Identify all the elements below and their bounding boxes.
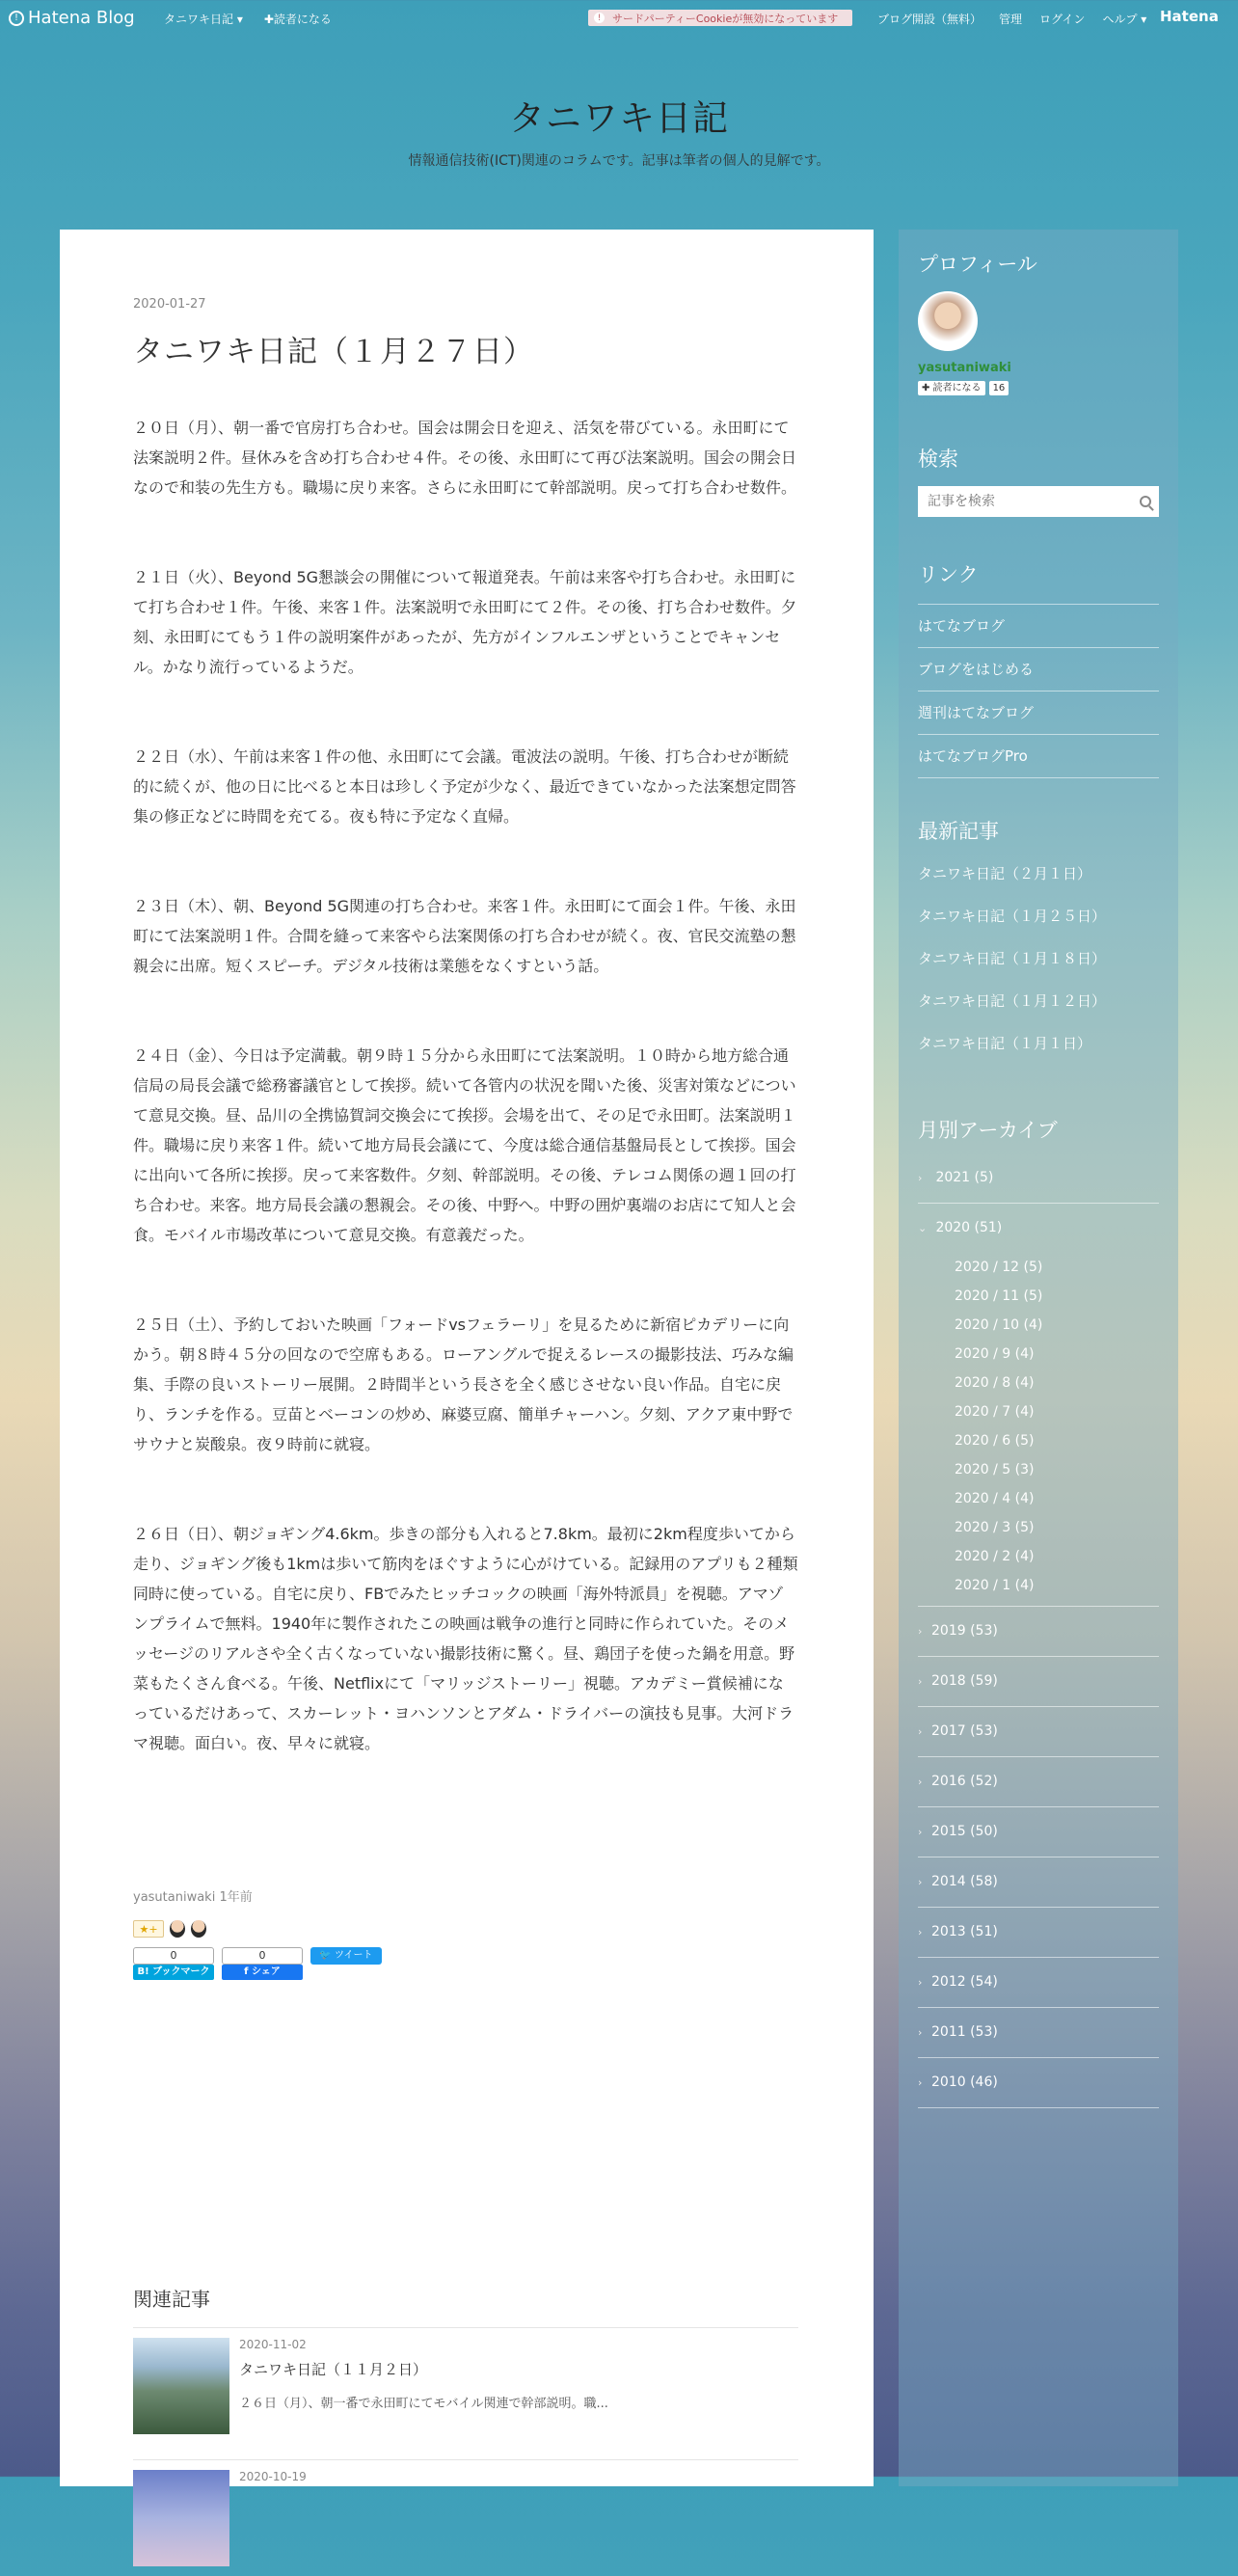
archive-month[interactable]: 2020 / 11 (5) — [955, 1288, 1043, 1304]
link-item[interactable]: はてなブログPro — [918, 735, 1159, 778]
related-text — [239, 2338, 608, 2411]
links-heading: リンク — [918, 563, 979, 586]
info-icon: ! — [594, 13, 605, 23]
archive-year-label[interactable]: 2020 (51) — [935, 1220, 1003, 1235]
links-module — [918, 559, 1159, 778]
entry-body — [133, 413, 798, 1758]
recent-list — [918, 853, 1159, 1065]
related-heading: 関連記事 — [133, 2288, 210, 2311]
archive-year[interactable] — [918, 1707, 1159, 1757]
archive-year[interactable] — [918, 1607, 1159, 1657]
search-heading: 検索 — [918, 447, 958, 471]
nav-left — [164, 11, 332, 27]
archive-month[interactable]: 2020 / 4 (4) — [955, 1491, 1035, 1506]
archive-year-label[interactable]: 2021 (5) — [935, 1170, 994, 1185]
logo-text: Hatena Blog — [28, 8, 135, 28]
archive-year-label[interactable]: 2014 (58) — [931, 1874, 998, 1889]
chevron-right-icon[interactable]: › — [918, 2076, 923, 2089]
related-date: 2020-10-19 — [239, 2470, 307, 2483]
bookmark-share[interactable] — [133, 1947, 214, 1980]
archive-year[interactable] — [918, 2008, 1159, 2058]
reader-count: 16 — [989, 381, 1009, 395]
archive-list — [918, 1153, 1159, 2108]
archive-module — [918, 1115, 1159, 2108]
entry-paragraph: ２１日（火）、Beyond 5G懇談会の開催について報道発表。午前は来客や打ち合わせ。永田町にて打ち合わせ１件。午後、来客１件。法案説明で永田町にて２件。その後、打ち合わせ数件。夕刻、永田町にてもう１件の説明案件があったが、先方がインフルエンザということでキャンセル。かなり流行っているようだ。 — [133, 568, 797, 676]
archive-year-label[interactable]: 2019 (53) — [931, 1623, 998, 1639]
help-dropdown[interactable]: ヘルプ ▾ — [1102, 13, 1147, 26]
chevron-right-icon[interactable]: › — [918, 1725, 923, 1738]
login-link[interactable]: ログイン — [1039, 13, 1086, 26]
entry-paragraph: ２３日（木）、朝、Beyond 5G関連の打ち合わせ。来客１件。永田町にて面会１件。午後、永田町にて法案説明１件。合間を縫って来客やら法案関係の打ち合わせが続く。夜、官民交流塾の懇親会に出席。短くスピーチ。デジタル技術は業態をなくすという話。 — [133, 897, 796, 975]
blog-title[interactable]: タニワキ日記 — [509, 97, 729, 139]
search-module — [918, 444, 1159, 517]
star-user-avatar[interactable] — [170, 1920, 185, 1938]
chevron-down-icon[interactable]: ⌄ — [918, 1222, 928, 1234]
cookie-notice-text: サードパーティーCookieが無効になっています — [612, 12, 839, 25]
profile-avatar[interactable] — [918, 291, 978, 351]
hatena-label: Hatena — [1160, 8, 1219, 25]
related-entries — [133, 2284, 798, 2576]
archive-month[interactable]: 2020 / 10 (4) — [955, 1317, 1043, 1333]
entry-paragraph: ２６日（日）、朝ジョギング4.6km。歩きの部分も入れると7.8km。最初に2km程度歩いてから走り、ジョギング後も1kmは歩いて筋肉をほぐすように心がけている。記録用のアプリも２種類同時に使っている。自宅に戻り、FBでみたヒッチコックの映画「海外特派員」を視聴。アマゾンプライムで無料。1940年に製作されたこの映画は戦争の進行と同時に作られていた。そのメッセージのリアルさや全く古くなっていない撮影技術に驚く。昼、鶏団子を使った鍋を用意。野菜もたくさん食べる。午後、Netflixにて「マリッジストーリー」視聴。アカデミー賞候補になっているだけあって、スカーレット・ヨハンソンとアダム・ドライバーの演技も見事。大河ドラマ視聴。面白い。夜、早々に就寝。 — [133, 1525, 798, 1752]
chevron-right-icon[interactable]: › — [918, 1776, 923, 1788]
archive-month[interactable]: 2020 / 8 (4) — [955, 1375, 1035, 1391]
entry-paragraph: ２０日（月）、朝一番で官房打ち合わせ。国会は開会日を迎え、活気を帯びている。永田町にて法案説明２件。昼休みを含め打ち合わせ４件。その後、永田町にて再び法案説明。国会の開会日なので和装の先生方も。職場に戻り来客。さらに永田町にて幹部説明。戻って打ち合わせ数件。 — [133, 419, 797, 497]
search-input[interactable] — [926, 493, 1140, 510]
archive-year[interactable] — [918, 1657, 1159, 1707]
recent-item[interactable]: タニワキ日記（１月１日） — [918, 1035, 1092, 1052]
hatena-blog-logo[interactable] — [9, 8, 135, 28]
link-item[interactable]: ブログをはじめる — [918, 648, 1159, 691]
facebook-share[interactable] — [222, 1947, 303, 1980]
search-icon[interactable] — [1140, 496, 1151, 507]
main-content — [60, 230, 874, 2486]
top-bar — [0, 0, 1238, 35]
archive-year-label[interactable]: 2012 (54) — [931, 1974, 998, 1990]
entry-paragraph: ２２日（水）、午前は来客１件の他、永田町にて会議。電波法の説明。午後、打ち合わせが断続的に続くが、他の日に比べると本日は珍しく予定が少なく、最近できていなかった法案想定問答集の修正などに時間を充てる。夜も特に予定なく直帰。 — [133, 747, 796, 826]
entry — [133, 297, 798, 1818]
related-thumbnail[interactable] — [133, 2470, 229, 2566]
chevron-right-icon[interactable]: › — [918, 1976, 923, 1989]
archive-month[interactable]: 2020 / 1 (4) — [955, 1578, 1035, 1593]
archive-month[interactable]: 2020 / 2 (4) — [955, 1549, 1035, 1564]
archive-year-label[interactable]: 2016 (52) — [931, 1774, 998, 1789]
hatena-logo-icon: ! — [9, 11, 24, 26]
byline[interactable]: yasutaniwaki 1年前 — [133, 1890, 253, 1905]
archive-month[interactable]: 2020 / 7 (4) — [955, 1404, 1035, 1420]
nav-right — [877, 11, 1146, 27]
archive-year[interactable] — [918, 1908, 1159, 1958]
bookmark-button[interactable]: B! ブックマーク — [133, 1965, 214, 1980]
chevron-right-icon[interactable]: › — [918, 1625, 923, 1638]
archive-year-label[interactable]: 2017 (53) — [931, 1723, 998, 1739]
chevron-right-icon[interactable]: › — [918, 1926, 923, 1939]
archive-year-expanded — [918, 1204, 1159, 1607]
related-title[interactable]: タニワキ日記（１１月２日） — [239, 2361, 428, 2378]
link-item[interactable]: はてなブログ — [918, 605, 1159, 648]
bookmark-count: 0 — [133, 1947, 214, 1965]
chevron-right-icon[interactable]: › — [918, 1172, 923, 1184]
start-blog-link[interactable]: ブログ開設（無料） — [877, 13, 982, 26]
profile-module — [918, 249, 1159, 395]
profile-name[interactable]: yasutaniwaki — [918, 361, 1011, 375]
recent-module — [918, 816, 1159, 1065]
chevron-right-icon[interactable]: › — [918, 2026, 923, 2039]
facebook-share-button[interactable]: f シェア — [222, 1965, 303, 1980]
archive-month[interactable]: 2020 / 9 (4) — [955, 1346, 1035, 1362]
entry-paragraph: ２４日（金）、今日は予定満載。朝９時１５分から永田町にて法案説明。１０時から地方総合通信局の局長会議で総務審議官として挨拶。続いて各管内の状況を聞いた後、災害対策などについて意見交換。昼、品川の全携協賀詞交換会にて挨拶。会場を出て、その足で永田町。法案説明１件。職場に戻り来客１件。続いて地方局長会議にて、今度は総合通信基盤局長として挨拶。国会に出向いて各所に挨拶。戻って来客数件。夕刻、幹部説明。その後、テレコム関係の週１回の打ち合わせ。来客。地方局長会議の懇親会。その後、中野へ。中野の囲炉裏端のお店にて知人と会食。モバイル市場改革について意見交換。有意義だった。 — [133, 1046, 796, 1244]
recent-item[interactable]: タニワキ日記（１月１２日） — [918, 992, 1107, 1010]
recent-item[interactable]: タニワキ日記（１月２５日） — [918, 908, 1107, 925]
archive-year-label[interactable]: 2011 (53) — [931, 2024, 998, 2040]
recent-heading: 最新記事 — [918, 820, 999, 843]
related-summary: ２６日（月）、朝一番で永田町にてモバイル関連で幹部説明。職... — [239, 2397, 608, 2411]
blog-menu-dropdown[interactable]: タニワキ日記 ▾ — [164, 13, 243, 26]
archive-month[interactable]: 2020 / 5 (3) — [955, 1462, 1035, 1478]
related-item[interactable] — [133, 2327, 798, 2444]
archive-heading: 月別アーカイブ — [918, 1119, 1058, 1142]
facebook-count: 0 — [222, 1947, 303, 1965]
subscribe-link[interactable]: ✚読者になる — [263, 13, 332, 26]
archive-year[interactable] — [918, 1807, 1159, 1857]
search-box — [918, 486, 1159, 517]
sidebar — [899, 230, 1178, 2486]
cookie-notice[interactable] — [588, 10, 852, 26]
archive-year-label[interactable]: 2013 (51) — [931, 1924, 998, 1939]
related-text — [239, 2470, 307, 2483]
blog-description: 情報通信技術(ICT)関連のコラムです。記事は筆者の個人的見解です。 — [408, 153, 830, 169]
reader-row — [918, 381, 1159, 395]
recent-item[interactable]: タニワキ日記（１月１８日） — [918, 950, 1107, 967]
archive-year[interactable] — [918, 1757, 1159, 1807]
star-row — [133, 1920, 798, 1938]
subscribe-button[interactable]: ✚ 読者になる — [918, 381, 985, 395]
entry-title[interactable]: タニワキ日記（１月２７日） — [133, 335, 534, 369]
chevron-right-icon[interactable]: › — [918, 1675, 923, 1688]
archive-month[interactable]: 2020 / 6 (5) — [955, 1433, 1035, 1449]
entry-paragraph: ２５日（土）、予約しておいた映画「フォードvsフェラーリ」を見るために新宿ピカデリーに向かう。朝８時４５分の回なので空席もある。ローアングルで捉えるレースの撮影技法、巧みな編集、手際の良いストーリー展開。２時間半という長さを全く感じさせない良い作品。自宅に戻り、ランチを作る。豆苗とベーコンの炒め、麻婆豆腐、簡単チャーハン。夕刻、アクア東中野でサウナと炭酸泉。夜９時前に就寝。 — [133, 1315, 794, 1453]
archive-month[interactable]: 2020 / 3 (5) — [955, 1520, 1035, 1535]
share-buttons — [133, 1947, 798, 1980]
add-star-button[interactable]: ★+ — [133, 1920, 164, 1938]
archive-year-label[interactable]: 2015 (50) — [931, 1824, 998, 1839]
related-date: 2020-11-02 — [239, 2338, 307, 2351]
hatena-link[interactable] — [1160, 8, 1219, 25]
profile-heading: プロフィール — [918, 253, 1037, 276]
archive-year[interactable] — [918, 1204, 1159, 1253]
archive-year-label[interactable]: 2018 (59) — [931, 1673, 998, 1689]
archive-year[interactable] — [918, 1958, 1159, 2008]
tweet-button[interactable]: 🐦 ツイート — [310, 1947, 382, 1965]
archive-year[interactable] — [918, 1857, 1159, 1908]
related-item[interactable] — [133, 2459, 798, 2576]
link-item[interactable]: 週刊はてなブログ — [918, 691, 1159, 735]
related-thumbnail[interactable] — [133, 2338, 229, 2434]
archive-year-label[interactable]: 2010 (46) — [931, 2074, 998, 2090]
chevron-right-icon[interactable]: › — [918, 1876, 923, 1888]
admin-link[interactable]: 管理 — [999, 13, 1023, 26]
archive-year[interactable] — [918, 1153, 1159, 1204]
entry-date[interactable]: 2020-01-27 — [133, 297, 206, 312]
archive-year[interactable] — [918, 2058, 1159, 2108]
star-user-avatar[interactable] — [191, 1920, 206, 1938]
archive-month[interactable]: 2020 / 12 (5) — [955, 1260, 1043, 1275]
entry-footer — [133, 1886, 798, 1980]
links-list — [918, 604, 1159, 778]
recent-item[interactable]: タニワキ日記（２月１日） — [918, 865, 1092, 882]
chevron-right-icon[interactable]: › — [918, 1826, 923, 1838]
